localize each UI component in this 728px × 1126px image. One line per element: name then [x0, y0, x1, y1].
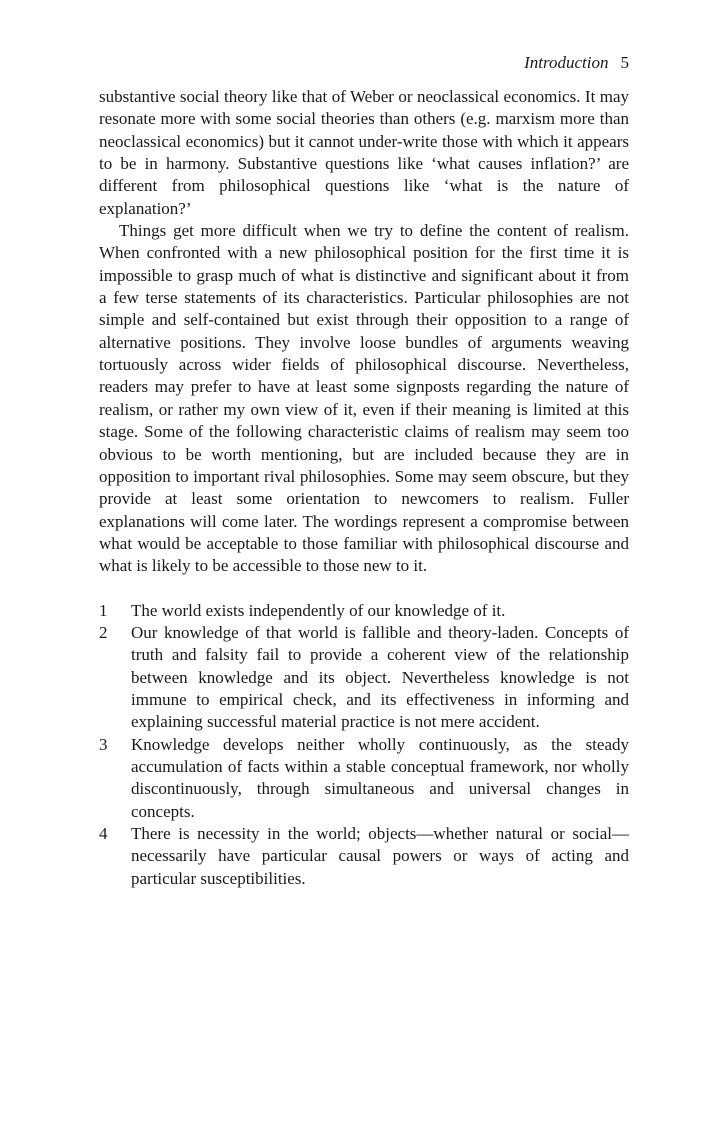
- realism-claims-list: [99, 600, 629, 890]
- book-page: [99, 52, 629, 890]
- list-item-text: There is necessity in the world; objects—whether natural or social—necessarily have particular causal powers or ways of acting and particular susceptibilities.: [131, 824, 629, 888]
- list-item-number: 2: [99, 622, 108, 642]
- running-head-title: Introduction: [524, 53, 609, 72]
- page-number: 5: [620, 53, 629, 72]
- list-item-number: 4: [99, 824, 108, 843]
- list-item: [99, 600, 629, 622]
- list-item-text: Knowledge develops neither wholly continuously, as the steady accumulation of facts within a stable conceptual framework, nor wholly discontinuously, through simultaneous and universal changes in concepts.: [131, 734, 629, 821]
- running-head: [99, 52, 629, 74]
- paragraph-continued: substantive social theory like that of Weber or neoclassical economics. It may resonate more with some social theories than others (e.g. marxism more than neoclassical economics) but it cannot under-write those with which it appears to be in harmony. Substantive questions like ‘what causes inflation?’ are different from philosophical questions like ‘what is the nature of explanation?’: [99, 87, 629, 218]
- list-item-text: The world exists independently of our knowledge of it.: [131, 600, 506, 620]
- list-item: [99, 823, 629, 890]
- list-item-number: 3: [99, 734, 108, 754]
- list-item-number: 1: [99, 600, 108, 620]
- paragraph-realism-content: Things get more difficult when we try to define the content of realism. When confronted with a new philosophical position for the first time it is impossible to grasp much of what is distinctive and significant about it from a few terse statements of its characteristics. Particular philosophies are not simple and self-contained but exist through their opposition to a range of alternative positions. They involve loose bundles of arguments weaving tortuously across wider fields of philosophical discourse. Nevertheless, readers may prefer to have at least some signposts regarding the nature of realism, or rather my own view of it, even if their meaning is limited at this stage. Some of the following characteristic claims of realism may seem too obvious to be worth mentioning, but are included because they are in opposition to important rival philosophies. Some may seem obscure, but they provide at least some orientation to newcomers to realism. Fuller explanations will come later. The wordings represent a compromise between what would be acceptable to those familiar with philosophical discourse and what is likely to be accessible to those new to it.: [99, 221, 629, 576]
- list-item: [99, 734, 629, 823]
- list-item-text: Our knowledge of that world is fallible and theory-laden. Concepts of truth and falsity fail to provide a coherent view of the relationship between knowledge and its object. Nevertheless knowledge is not immune to empirical check, and its effectiveness in informing and explaining successful material practice is not mere accident.: [131, 622, 629, 732]
- list-item: [99, 622, 629, 734]
